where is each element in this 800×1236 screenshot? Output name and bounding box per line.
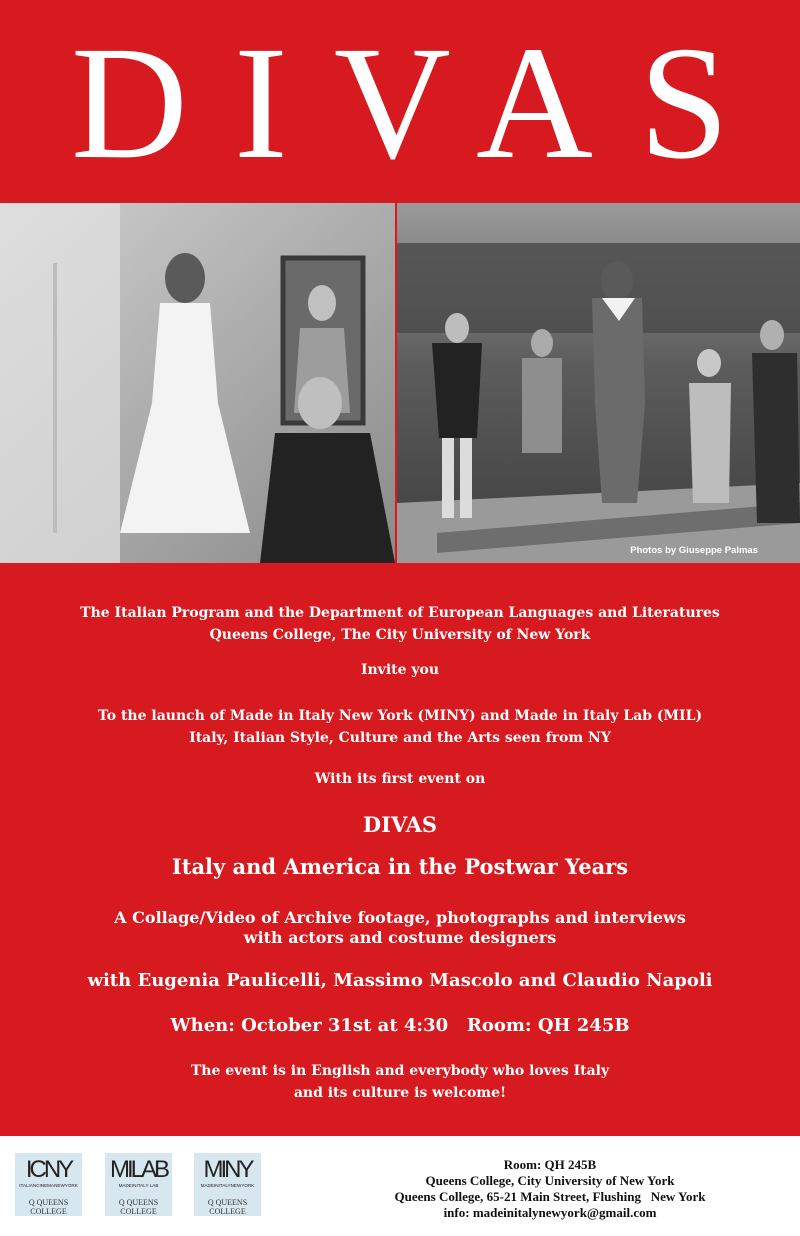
icny-logo [15, 1153, 82, 1216]
milab-logo [105, 1153, 172, 1216]
photo-strip [0, 203, 800, 563]
contact-address: Queens College, 65-21 Main Street, Flushing New York [394, 1189, 706, 1204]
launch-line-1: To the launch of Made in Italy New York (MINY) and Made in Italy Lab (MIL) [97, 708, 703, 724]
contact-room: Room: QH 245B [503, 1157, 597, 1172]
description-block [0, 908, 800, 948]
when-text: When: October 31st at 4:30 Room: QH 245B [170, 1015, 630, 1036]
logo-mark: ICNY [25, 1156, 72, 1183]
welcome-line-1: The event is in English and everybody who loves Italy [190, 1063, 610, 1079]
intro-line-1: The Italian Program and the Department of European Languages and Literatures [80, 605, 720, 621]
logo-subtitle: MADEINITALYNEWYORK [200, 1183, 255, 1188]
logo-mark: MINY [203, 1156, 252, 1183]
launch-block [0, 705, 800, 749]
welcome-block [0, 1060, 800, 1104]
logo-mark: MILAB [109, 1156, 168, 1183]
miny-logo [194, 1153, 261, 1216]
welcome-line-2: and its culture is welcome! [293, 1085, 507, 1101]
logo-footer: Q QUEENS COLLEGE [118, 1198, 159, 1216]
contact-college: Queens College, City University of New York [425, 1173, 675, 1188]
invite-text: Invite you [360, 662, 440, 678]
photo-right [397, 203, 800, 563]
intro-line-2: Queens College, The City University of New York [209, 627, 591, 643]
event-title: DIVAS [362, 812, 438, 837]
logo-footer: Q QUEENS COLLEGE [207, 1198, 248, 1216]
poster-title: DIVAS [70, 14, 776, 193]
footer-band [0, 1136, 800, 1236]
first-event-text: With its first event on [314, 771, 486, 787]
contact-block [330, 1157, 770, 1221]
photo-left [0, 203, 395, 563]
photo-credit: Photos by Giuseppe Palmas [630, 545, 758, 556]
event-subtitle: Italy and America in the Postwar Years [171, 854, 629, 879]
intro-block [0, 602, 800, 646]
logo-subtitle: ITALIANCINEMANEWYORK [19, 1183, 78, 1188]
description-line-1: A Collage/Video of Archive footage, photographs and interviews [114, 908, 686, 927]
contact-email[interactable]: info: madeinitalynewyork@gmail.com [443, 1205, 657, 1220]
description-line-2: with actors and costume designers [243, 928, 557, 947]
logo-footer: Q QUEENS COLLEGE [28, 1198, 69, 1216]
speakers-text: with Eugenia Paulicelli, Massimo Mascolo and Claudio Napoli [87, 970, 713, 991]
launch-line-2: Italy, Italian Style, Culture and the Arts seen from NY [189, 730, 611, 746]
logo-subtitle: MADEINITALY LAB [118, 1183, 159, 1188]
